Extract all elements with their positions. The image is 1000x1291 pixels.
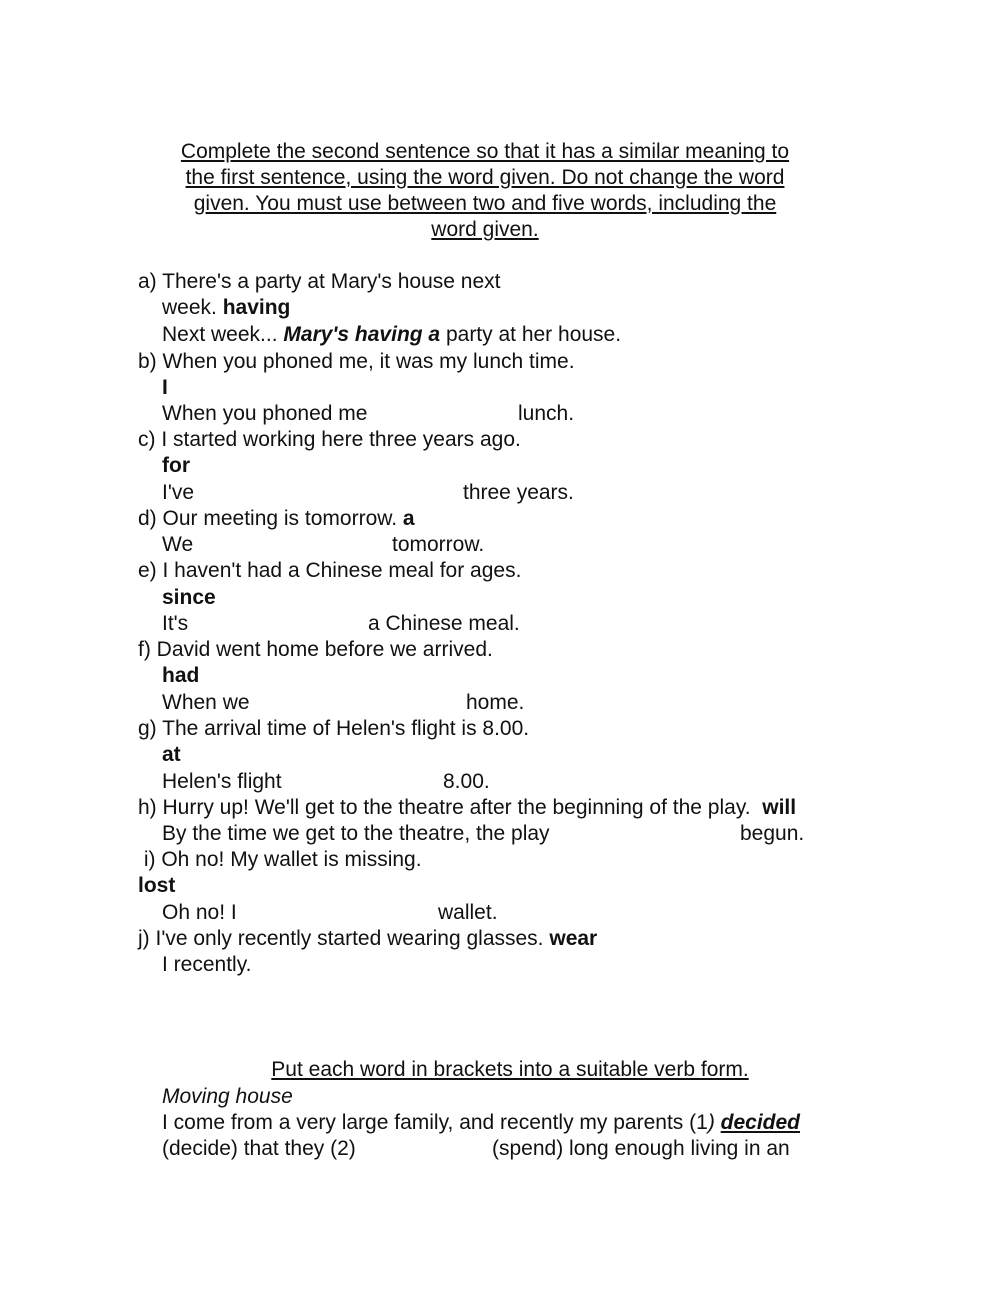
item-h-prompt-end: begun. (740, 822, 805, 845)
instruction-line-3: given. You must use between two and five words, including the (193, 192, 777, 215)
item-j-sentence: j) I've only recently started wearing glasses. wear (138, 927, 598, 950)
item-c-sentence: c) I started working here three years ago. (138, 428, 521, 451)
item-j-keyword: wear (549, 927, 598, 950)
item-e-prompt-end: a Chinese meal. (368, 612, 520, 635)
item-d-prompt-end: tomorrow. (392, 533, 485, 556)
item-c-keyword: for (162, 454, 190, 477)
section2-line-2-end: (spend) long enough living in an (492, 1137, 790, 1160)
item-c-prompt: I've (162, 481, 195, 504)
item-g-sentence: g) The arrival time of Helen's flight is 8.00. (138, 717, 530, 740)
section2-line-2: (decide) that they (2) (162, 1137, 356, 1160)
section2-line-1: I come from a very large family, and recently my parents (1) decided (162, 1111, 801, 1134)
item-a-keyword: having (222, 296, 291, 319)
item-d-keyword: a (402, 507, 415, 530)
item-a-answer: Mary's having a (283, 323, 441, 346)
section2-subtitle: Moving house (162, 1085, 293, 1108)
item-b-prompt: When you phoned me (162, 402, 368, 425)
item-a-answer-line: Next week... Mary's having a party at her house. (162, 323, 622, 346)
instruction-line-1: Complete the second sentence so that it has a similar meaning to (180, 140, 790, 163)
item-i-sentence: i) Oh no! My wallet is missing. (138, 848, 422, 871)
item-i-keyword: lost (138, 874, 176, 897)
item-g-prompt: Helen's flight (162, 770, 282, 793)
instruction-line-2: the first sentence, using the word given. Do not change the word (185, 166, 785, 189)
item-g-prompt-end: 8.00. (443, 770, 490, 793)
item-f-keyword: had (162, 664, 200, 687)
item-e-sentence: e) I haven't had a Chinese meal for ages. (138, 559, 522, 582)
item-e-prompt: It's (162, 612, 189, 635)
item-f-prompt: When we (162, 691, 250, 714)
item-g-keyword: at (162, 743, 181, 766)
item-f-prompt-end: home. (466, 691, 525, 714)
item-e-keyword: since (162, 586, 216, 609)
item-a-keyword-line: week. having (162, 296, 291, 319)
answer-1: decided (720, 1111, 801, 1134)
instruction-line-4: word given. (431, 218, 539, 241)
item-b-keyword: I (162, 376, 168, 399)
item-d-prompt: We (162, 533, 194, 556)
item-b-prompt-end: lunch. (518, 402, 575, 425)
item-c-prompt-end: three years. (463, 481, 574, 504)
item-i-prompt: Oh no! I (162, 901, 237, 924)
item-h-keyword: will (762, 796, 797, 819)
item-h-sentence: h) Hurry up! We'll get to the theatre after the beginning of the play. will (138, 796, 797, 819)
item-d-sentence: d) Our meeting is tomorrow. a (138, 507, 415, 530)
item-b-sentence: b) When you phoned me, it was my lunch time. (138, 350, 575, 373)
item-i-prompt-end: wallet. (438, 901, 498, 924)
item-f-sentence: f) David went home before we arrived. (138, 638, 493, 661)
item-h-prompt: By the time we get to the theatre, the play (162, 822, 550, 845)
item-j-answer: I recently. (162, 953, 252, 976)
item-a-sentence: a) There's a party at Mary's house next (138, 270, 501, 293)
section2-heading: Put each word in brackets into a suitable verb form. (271, 1058, 749, 1081)
